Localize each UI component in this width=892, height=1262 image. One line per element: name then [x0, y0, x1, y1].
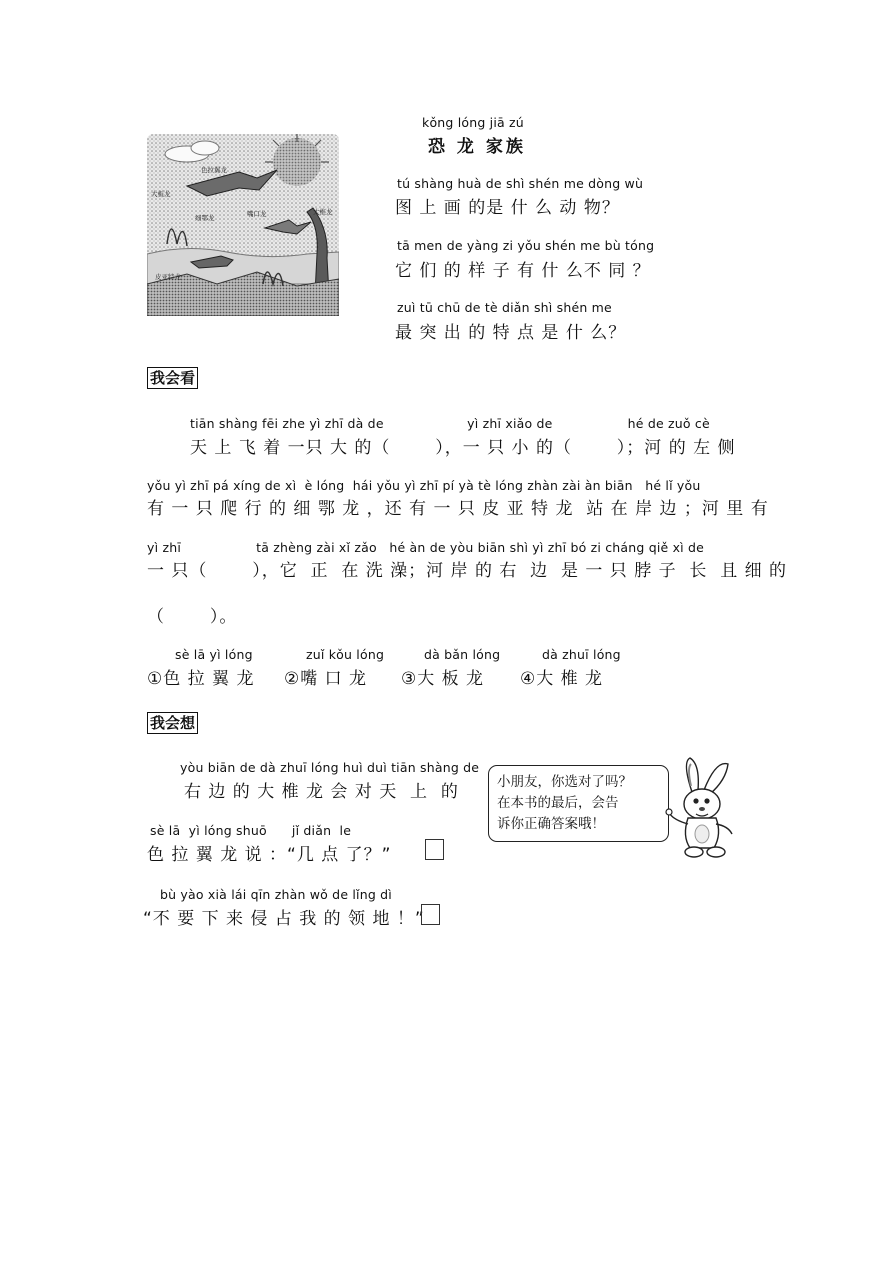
title-pinyin: kǒng lóng jiā zú [422, 115, 524, 130]
answer-box-1[interactable] [425, 839, 444, 860]
option-2-pinyin: zuǐ kǒu lóng [306, 647, 385, 662]
look-line-1-pinyin: tiān shàng fēi zhe yì zhī dà de yì zhī xiǎo de hé de zuǒ cè [190, 416, 710, 431]
think-line-2-pinyin: sè lā yì lóng shuō jǐ diǎn le [150, 823, 352, 838]
look-line-2-text: 有 一 只 爬 行 的 细 鄂 龙 ，还 有 一 只 皮 亚 特 龙 站 在 岸 边 ；河 里 有 [147, 499, 769, 519]
option-3-pinyin: dà bǎn lóng [424, 647, 501, 662]
question-1-pinyin: tú shàng huà de shì shén me dòng wù [397, 176, 644, 191]
speech-bubble [488, 765, 669, 842]
think-line-1-text: 右 边 的 大 椎 龙 会 对 天 上 的 [184, 782, 459, 802]
section-label-think: 我会想 [147, 712, 198, 734]
think-line-3-pinyin: bù yào xià lái qīn zhàn wǒ de lǐng dì [160, 887, 392, 902]
look-line-2-pinyin: yǒu yì zhī pá xíng de xì è lóng hái yǒu yì zhī pí yà tè lóng zhàn zài àn biān hé lǐ yǒu [147, 478, 701, 493]
look-line-3-text: 一 只（ ），它 正 在 洗 澡；河 岸 的 右 边 是 一 只 脖 子 长 且 细 的 [147, 561, 788, 581]
question-3-pinyin: zuì tū chū de tè diǎn shì shén me [397, 300, 612, 315]
rabbit-mascot [656, 756, 742, 862]
think-line-1-pinyin: yòu biān de dà zhuī lóng huì duì tiān shàng de [180, 760, 480, 775]
option-3-text: ③大 板 龙 [401, 669, 485, 689]
option-2-text: ②嘴 口 龙 [284, 669, 368, 689]
dinosaur-illustration [147, 134, 339, 316]
dinosaur-scene-image [147, 134, 339, 316]
option-4-pinyin: dà zhuī lóng [542, 647, 621, 662]
question-1-text: 图 上 画 的是 什 么 动 物？ [395, 198, 620, 218]
page-title: 恐 龙 家族 [428, 137, 526, 157]
look-line-1-text: 天 上 飞 着 一只 大 的（ ），一 只 小 的（ ）；河 的 左 侧 [190, 438, 736, 458]
caption-4: 嘴口龙 [247, 210, 267, 218]
bubble-line-2: 在本书的最后，会告 [497, 795, 619, 811]
think-line-3-text: “不 要 下 来 侵 占 我 的 领 地 ！” [143, 909, 425, 929]
look-line-4-text: （ ）。 [147, 607, 238, 627]
caption-3: 细鄂龙 [195, 214, 215, 222]
caption-6: 皮亚特龙 [155, 273, 181, 281]
think-line-2-text: 色 拉 翼 龙 说 ：“几 点 了？” [147, 845, 392, 865]
option-1-pinyin: sè lā yì lóng [175, 647, 253, 662]
question-2-text: 它 们 的 样 子 有 什 么不 同 ？ [395, 261, 651, 281]
bubble-line-3: 诉你正确答案哦！ [497, 816, 605, 832]
section-label-look: 我会看 [147, 367, 198, 389]
question-3-text: 最 突 出 的 特 点 是 什 么？ [395, 323, 627, 343]
rabbit-icon [656, 756, 742, 862]
caption-1: 色拉翼龙 [201, 166, 227, 174]
option-1-text: ①色 拉 翼 龙 [147, 669, 255, 689]
bubble-line-1: 小朋友，你选对了吗？ [497, 774, 632, 790]
option-4-text: ④大 椎 龙 [520, 669, 604, 689]
look-line-3-pinyin: yì zhī tā zhèng zài xǐ zǎo hé àn de yòu biān shì yì zhī bó zi cháng qiě xì de [147, 540, 705, 555]
answer-box-2[interactable] [421, 904, 440, 925]
question-2-pinyin: tā men de yàng zi yǒu shén me bù tóng [397, 238, 655, 253]
caption-2: 大板龙 [151, 190, 171, 198]
caption-5: 大椎龙 [313, 208, 333, 216]
